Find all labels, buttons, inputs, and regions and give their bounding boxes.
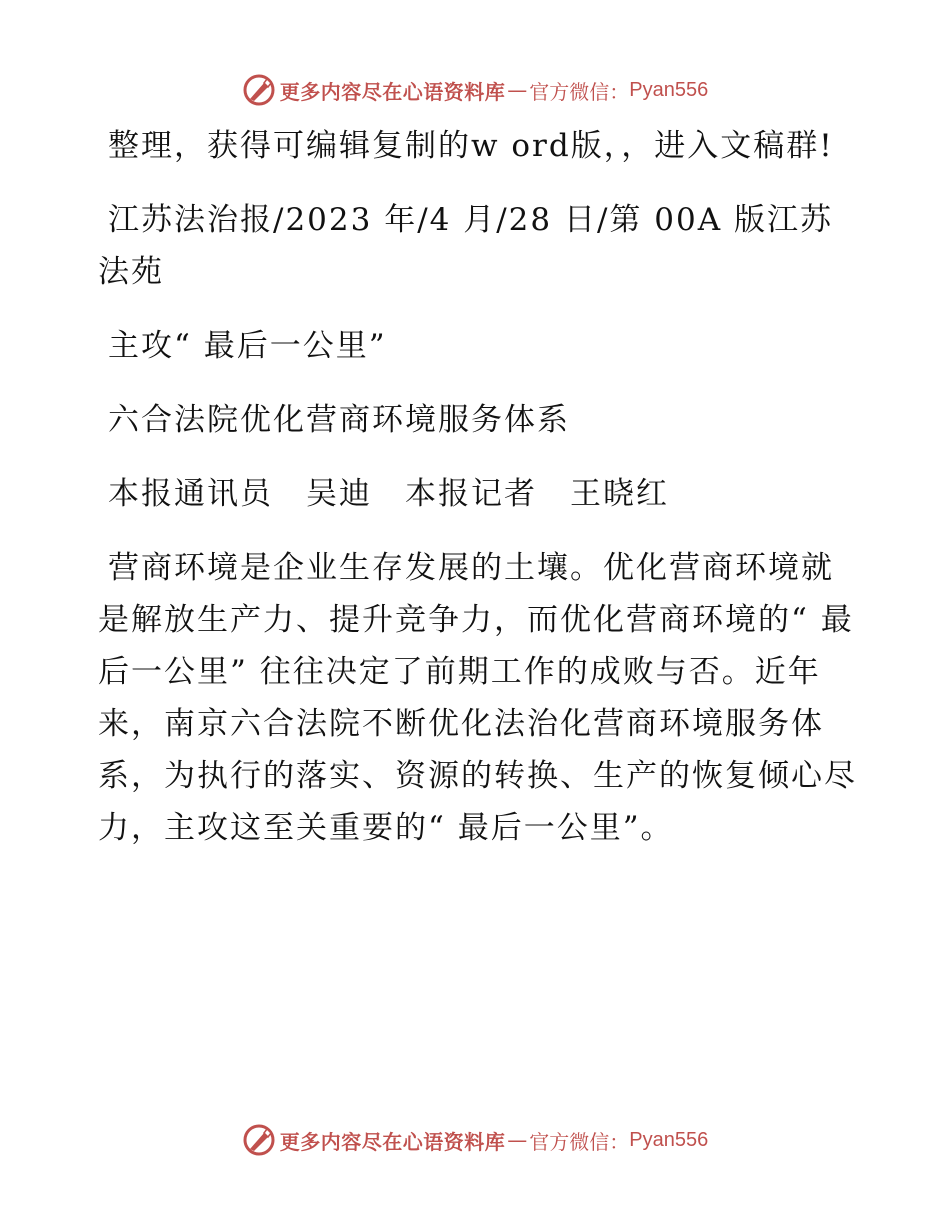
watermark-wechat-label: 官方微信： [529, 79, 630, 104]
pen-logo-icon [242, 73, 276, 107]
document-body [98, 120, 858, 876]
paragraph-intro: 整理，获得可编辑复制的w ord版，，进入文稿群! [108, 128, 834, 164]
paragraph-headline: 主攻“ 最后一公里” [108, 328, 387, 364]
watermark-wechat-handle: Pyan556 [629, 1128, 709, 1151]
watermark-dash: — [507, 1128, 528, 1152]
pen-logo-icon [242, 1123, 276, 1157]
watermark-wechat-handle: Pyan556 [629, 78, 709, 101]
paragraph-body: 营商环境是企业生存发展的土壤。优化营商环境就是解放生产力、提升竞争力，而优化营商环境的“ 最后一公里” 往往决定了前期工作的成败与否。近年来，南京六合法院不断优化法治化营商环境服务体系，为执行的落实、资源的转换、生产的恢复倾心尽力，主攻这至关重要的“ 最后一公里”。 [98, 550, 857, 846]
paragraph-subheadline: 六合法院优化营商环境服务体系 [108, 402, 570, 438]
paragraph-byline: 本报通讯员 吴迪 本报记者 王晓红 [108, 476, 669, 512]
watermark-wechat-label: 官方微信： [529, 1129, 630, 1154]
watermark-dash: — [507, 78, 528, 102]
footer-watermark [0, 1120, 950, 1160]
watermark-brand-text: 更多内容尽在心语资料库 [279, 79, 506, 104]
header-watermark [0, 70, 950, 110]
paragraph-source: 江苏法治报/2023 年/4 月/28 日/第 00A 版江苏法苑 [98, 202, 833, 290]
watermark-brand-text: 更多内容尽在心语资料库 [279, 1129, 506, 1154]
